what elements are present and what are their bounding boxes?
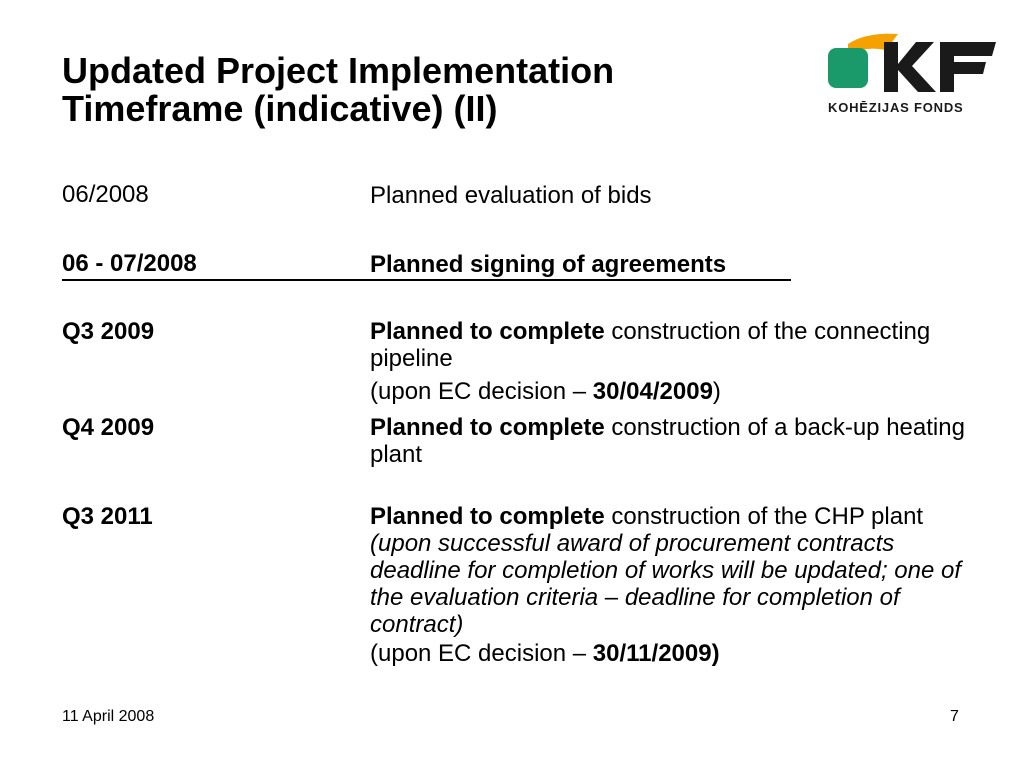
note-prefix: (upon EC decision –	[370, 378, 593, 405]
timeline-description	[370, 414, 970, 468]
timeline-date: Q3 2009	[62, 318, 155, 345]
timeline-description: Planned evaluation of bids	[370, 182, 652, 209]
timeline-description	[370, 318, 970, 372]
desc-dash: –	[598, 584, 625, 611]
note-date: 30/04/2009	[592, 378, 713, 405]
row-underline	[62, 279, 791, 281]
slide-title	[62, 52, 762, 128]
note-prefix: (upon EC decision –	[370, 640, 593, 667]
timeline-note	[370, 640, 970, 667]
desc-text: construction of a back-up heating plant	[370, 414, 965, 468]
slide-title-line-2: Timeframe (indicative) (II)	[62, 88, 498, 129]
footer-date: 11 April 2008	[62, 708, 155, 725]
desc-bold: Planned to complete	[370, 318, 605, 345]
desc-bold: Planned to complete	[370, 414, 605, 441]
desc-text: construction of the CHP plant	[604, 503, 924, 530]
note-suffix: )	[712, 378, 721, 405]
logo-letter-f	[940, 42, 996, 92]
note-date: 30/11/2009)	[592, 640, 720, 667]
timeline-date: 06/2008	[62, 181, 149, 208]
timeline-description: Planned signing of agreements	[370, 251, 727, 278]
desc-text: construction of the connecting pipeline	[370, 318, 931, 372]
slide-title-line-1: Updated Project Implementation	[62, 50, 615, 91]
timeline-date: Q4 2009	[62, 414, 155, 441]
timeline-note	[370, 378, 970, 405]
desc-italic: (upon successful award of procurement contracts deadline for completion of works will be updated; one of the evaluation criteria	[370, 530, 962, 611]
logo-letter-k	[884, 42, 936, 92]
page-number: 7	[950, 708, 959, 725]
logo-caption: KOHĒZIJAS FONDS	[828, 100, 964, 115]
logo-green-square	[828, 48, 868, 88]
desc-italic-2: deadline for completion of contract)	[370, 584, 900, 638]
desc-bold: Planned to complete	[370, 503, 605, 530]
timeline-date: Q3 2011	[62, 503, 153, 530]
timeline-description	[370, 503, 970, 638]
timeline-date: 06 - 07/2008	[62, 250, 197, 277]
